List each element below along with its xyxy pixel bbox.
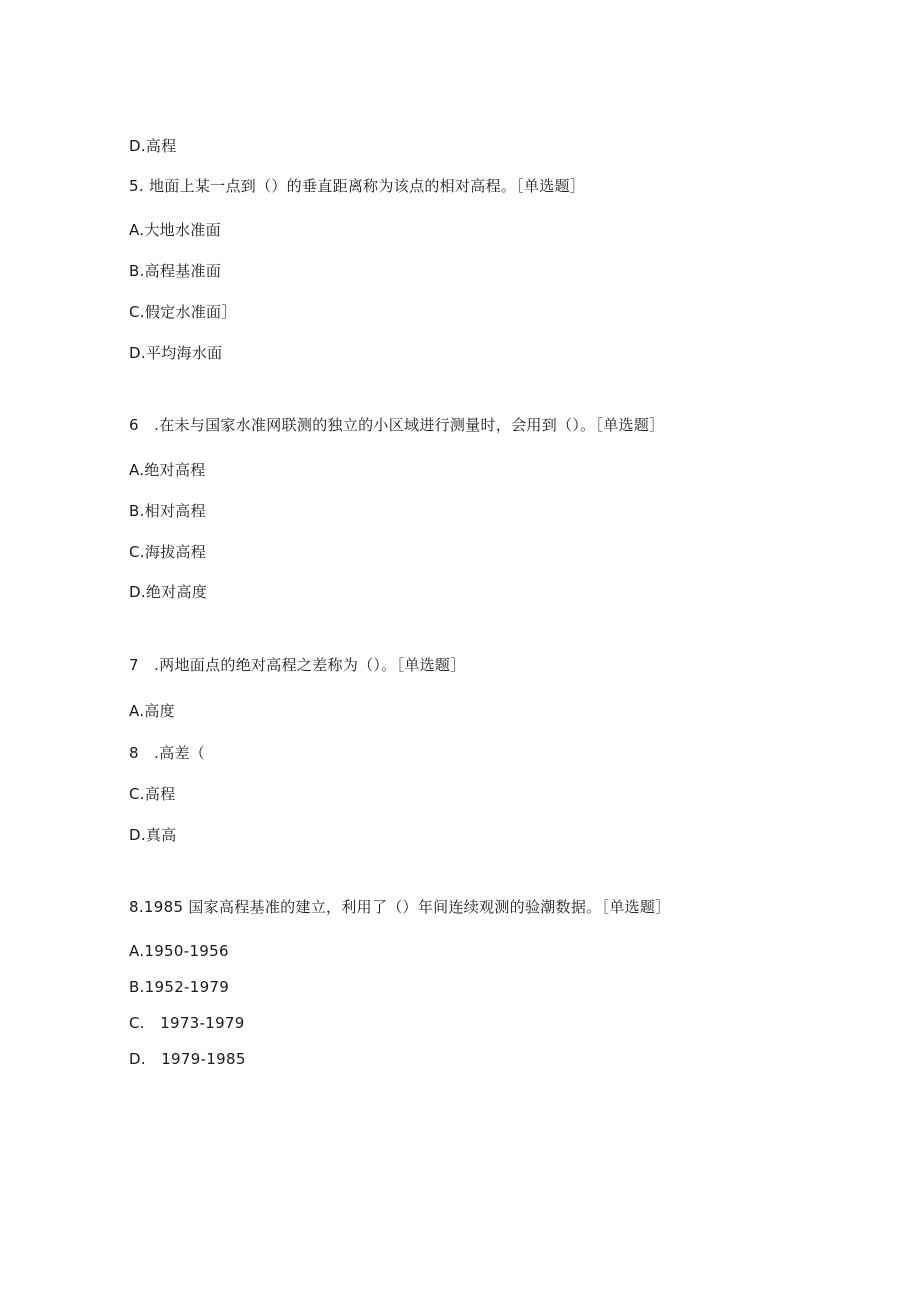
q5-option-b: B.高程基准面 (129, 262, 222, 280)
q6-option-b: B.相对高程 (129, 502, 206, 520)
q8-option-a: A.1950-1956 (129, 942, 229, 960)
q8-question: 8.1985 国家高程基准的建立，利用了（）年间连续观测的验潮数据。［单选题］ (129, 898, 671, 916)
q5-option-d: D.平均海水面 (129, 344, 223, 362)
q7-option-c: C.高程 (129, 785, 176, 803)
q8-option-c: C. 1973-1979 (129, 1014, 245, 1032)
q7-question: 7 .两地面点的绝对高程之差称为（）。［单选题］ (129, 656, 466, 674)
q5-option-c: C.假定水准面］ (129, 303, 237, 321)
q6-option-d: D.绝对高度 (129, 583, 208, 601)
q4-option-d: D.高程 (129, 137, 177, 155)
q6-option-c: C.海拔高程 (129, 543, 207, 561)
q5-option-a: A.大地水准面 (129, 221, 221, 239)
q5-question: 5. 地面上某一点到（）的垂直距离称为该点的相对高程。［单选题］ (129, 177, 586, 195)
q7-option-a: A.高度 (129, 702, 175, 720)
q7-option-b: 8 .高差（ (129, 744, 206, 762)
q8-option-b: B.1952-1979 (129, 978, 230, 996)
q8-option-d: D. 1979-1985 (129, 1050, 246, 1068)
q6-question: 6 .在未与国家水准网联测的独立的小区域进行测量时，会用到（）。［单选题］ (129, 416, 665, 434)
q6-option-a: A.绝对高程 (129, 461, 206, 479)
q7-option-d: D.真高 (129, 826, 177, 844)
